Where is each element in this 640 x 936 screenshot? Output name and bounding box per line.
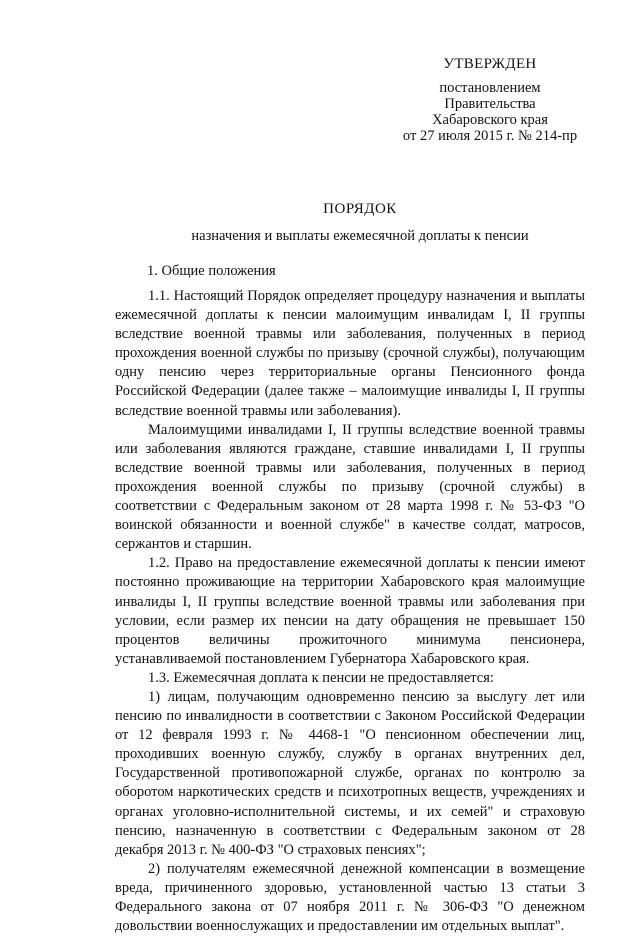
section-heading: 1. Общие положения: [147, 263, 276, 279]
paragraph: 1.3. Ежемесячная доплата к пенсии не предоставляется:: [148, 669, 494, 686]
document-title: ПОРЯДОК: [323, 201, 397, 217]
paragraph: 2) получателям ежемесячной денежной компенсации в возмещение вреда, причиненного здоровью, установленной частью 13 статьи 3 Федерального закона от 07 ноября 2011 г. № 306-ФЗ "О денежном довольствии военнослужащих и предоставлении им отдельных выплат".: [115, 860, 585, 935]
paragraph: Малоимущими инвалидами I, II группы вследствие военной травмы или заболевания являются граждане, ставшие инвалидами I, II группы вследствие военной травмы или заболевания, полученных в период прохождения военной службы по призыву (срочной службы) в соответствии с Федеральным законом от 28 марта 1998 г. № 53-ФЗ "О воинской обязанности и военной службе" в качестве солдат, матросов, сержантов и старшин.: [115, 421, 585, 553]
approval-line-3: Хабаровского края: [432, 112, 548, 128]
document-body: [115, 287, 585, 936]
approval-line-1: постановлением: [439, 80, 541, 96]
approval-line-2: Правительства: [444, 96, 536, 112]
approval-date-line: от 27 июля 2015 г. № 214-пр: [402, 128, 578, 144]
paragraph: 1.1. Настоящий Порядок определяет процедуру назначения и выплаты ежемесячной доплаты к пенсии малоимущим инвалидам I, II группы вследствие военной травмы или заболевания, полученных в период прохождения военной службы по призыву (срочной службы), получающим одну пенсию через территориальные органы Пенсионного фонда Российской Федерации (далее также – малоимущие инвалиды I, II группы вследствие военной травмы или заболевания).: [115, 288, 585, 419]
document-title-block: [80, 200, 640, 245]
paragraph: 1) лицам, получающим одновременно пенсию за выслугу лет или пенсию по инвалидности в соответствии с Законом Российской Федерации от 12 февраля 1993 г. № 4468-1 "О пенсионном обеспечении лиц, проходивших военную службу, службу в органах внутренних дел, Государственной противопожарной службе, органах по контролю за оборотом наркотических средств и психотропных веществ, учреждениях и органах уголовно-исполнительной системы, и их семей" и страховую пенсию, назначенную в соответствии с Федеральным законом от 28 декабря 2013 г. № 400-ФЗ "О страховых пенсиях";: [115, 688, 585, 858]
document-subtitle: назначения и выплаты ежемесячной доплаты к пенсии: [191, 228, 529, 244]
approval-stamp-block: [390, 56, 590, 144]
paragraph: 1.2. Право на предоставление ежемесячной доплаты к пенсии имеют постоянно проживающие на территории Хабаровского края малоимущие инвалиды I, II группы вследствие военной травмы или заболевания при условии, если размер их пенсии на дату обращения не превышает 150 процентов величины прожиточного минимума пенсионера, устанавливаемой постановлением Губернатора Хабаровского края.: [115, 555, 585, 667]
approval-heading: УТВЕРЖДЕН: [443, 56, 537, 72]
